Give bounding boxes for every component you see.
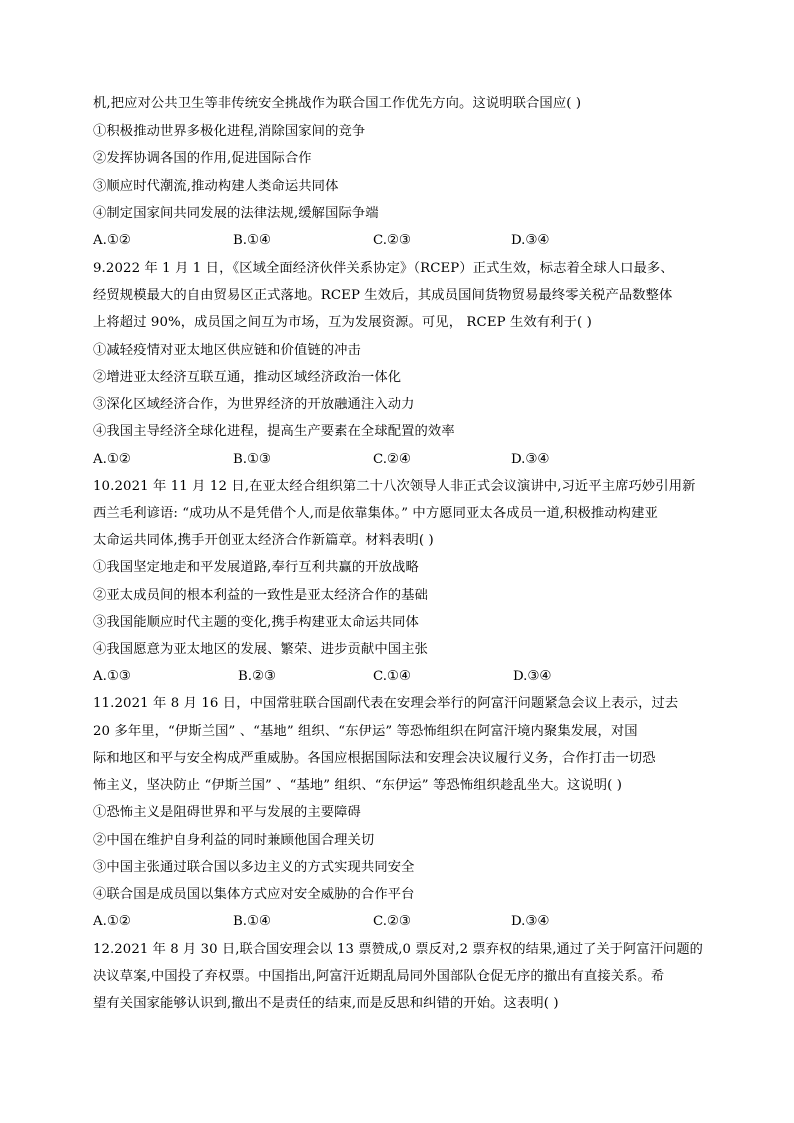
q9-stem-line-1: 9.2022 年 1 月 1 日，《区域全面经济伙伴关系协定》（RCEP）正式生效，标志着全球人口最多、 [93, 261, 674, 276]
q12-stem-line-3: 望有关国家能够认识到,撤出不是责任的结束,而是反思和纠错的开始。这表明( ) [93, 996, 559, 1011]
q11-stem-line-2: 20 多年里，“伊斯兰国” 、“基地” 组织、“东伊运” 等恐怖组织在阿富汗境内聚集发展，对国 [93, 724, 638, 739]
q10-item-2: ②亚太成员间的根本利益的一致性是亚太经济合作的基础 [93, 588, 428, 603]
q9-item-1: ①减轻疫情对亚太地区供应链和价值链的冲击 [93, 343, 361, 358]
q11-stem-line-3: 际和地区和平与安全构成严重威胁。各国应根据国际法和安理会决议履行义务，合作打击一切恐 [93, 751, 656, 766]
q11-stem-line-4: 怖主义，坚决防止 “伊斯兰国” 、“基地” 组织、“东伊运” 等恐怖组织趁乱坐大。这说明( ) [93, 778, 623, 793]
q8-option-c[interactable]: C.②③ [373, 233, 411, 248]
q9-option-a[interactable]: A.①② [93, 452, 131, 467]
q11-stem-line-1: 11.2021 年 8 月 16 日，中国常驻联合国副代表在安理会举行的阿富汗问题紧急会议上表示，过去 [93, 696, 679, 711]
q9-item-2: ②增进亚太经济互联互通，推动区域经济政治一体化 [93, 370, 402, 385]
q8-item-1: ①积极推动世界多极化进程,消除国家间的竞争 [93, 124, 366, 139]
q10-options [93, 667, 713, 687]
q11-item-4: ④联合国是成员国以集体方式应对安全威胁的合作平台 [93, 887, 415, 902]
q10-stem-line-2: 西兰毛利谚语: “成功从不是凭借个人,而是依靠集体。” 中方愿同亚太各成员一道,积极推动构建亚 [93, 506, 658, 521]
q10-stem-line-1: 10.2021 年 11 月 12 日,在亚太经合组织第二十八次领导人非正式会议演讲中,习近平主席巧妙引用新 [93, 479, 696, 494]
q9-options [93, 450, 713, 470]
q9-stem-line-2: 经贸规模最大的自由贸易区正式落地。RCEP 生效后，其成员国间货物贸易最终零关税产品数整体 [93, 288, 673, 303]
q9-option-d[interactable]: D.③④ [511, 452, 550, 467]
q8-option-d[interactable]: D.③④ [511, 233, 550, 248]
q11-option-d[interactable]: D.③④ [511, 914, 550, 929]
q10-option-b[interactable]: B.②③ [238, 669, 276, 684]
q10-option-d[interactable]: D.③④ [513, 669, 552, 684]
q11-item-2: ②中国在维护自身利益的同时兼顾他国合理关切 [93, 833, 375, 848]
q8-option-b[interactable]: B.①④ [233, 233, 271, 248]
q10-item-3: ③我国能顺应时代主题的变化,携手构建亚太命运共同体 [93, 615, 419, 630]
q10-item-1: ①我国坚定地走和平发展道路,奉行互利共赢的开放战略 [93, 560, 419, 575]
q10-stem-line-3: 太命运共同体,携手开创亚太经济合作新篇章。材料表明( ) [93, 533, 434, 548]
q11-item-3: ③中国主张通过联合国以多边主义的方式实现共同安全 [93, 860, 415, 875]
q11-option-b[interactable]: B.①④ [233, 914, 271, 929]
q8-item-2: ②发挥协调各国的作用,促进国际合作 [93, 151, 312, 166]
q8-option-a[interactable]: A.①② [93, 233, 131, 248]
q9-item-4: ④我国主导经济全球化进程，提高生产要素在全球配置的效率 [93, 424, 455, 439]
q11-option-c[interactable]: C.②③ [373, 914, 411, 929]
q8-item-3: ③顺应时代潮流,推动构建人类命运共同体 [93, 179, 339, 194]
q11-options [93, 912, 713, 932]
q12-stem-line-2: 决议草案,中国投了弃权票。中国指出,阿富汗近期乱局同外国部队仓促无序的撤出有直接关系。希 [93, 969, 665, 984]
q8-stem-line: 机,把应对公共卫生等非传统安全挑战作为联合国工作优先方向。这说明联合国应( ) [93, 96, 582, 111]
q11-item-1: ①恐怖主义是阻碍世界和平与发展的主要障碍 [93, 805, 361, 820]
q9-stem-line-3: 上将超过 90%，成员国之间互为市场，互为发展资源。可见， RCEP 生效有利于( ) [93, 315, 592, 330]
q11-option-a[interactable]: A.①② [93, 914, 131, 929]
q9-option-b[interactable]: B.①③ [233, 452, 271, 467]
q8-item-4: ④制定国家间共同发展的法律法规,缓解国际争端 [93, 206, 379, 221]
q9-item-3: ③深化区域经济合作，为世界经济的开放融通注入动力 [93, 397, 415, 412]
q10-option-a[interactable]: A.①③ [93, 669, 131, 684]
q9-option-c[interactable]: C.②④ [373, 452, 411, 467]
q10-option-c[interactable]: C.①④ [373, 669, 411, 684]
q8-options [93, 231, 713, 251]
q12-stem-line-1: 12.2021 年 8 月 30 日,联合国安理会以 13 票赞成,0 票反对,2 票弃权的结果,通过了关于阿富汗问题的 [93, 942, 703, 957]
q10-item-4: ④我国愿意为亚太地区的发展、繁荣、进步贡献中国主张 [93, 642, 428, 657]
